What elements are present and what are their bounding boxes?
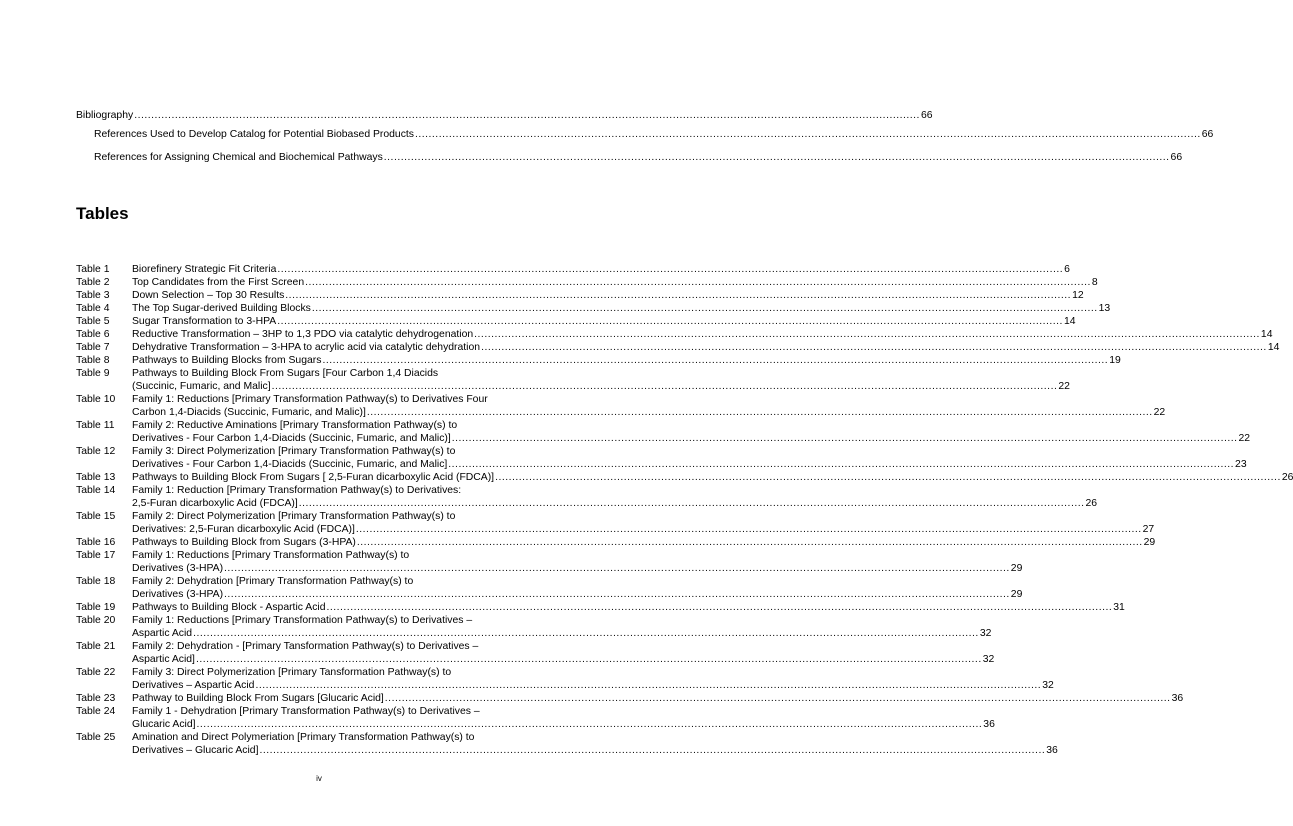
table-page-number: 29	[1010, 563, 1023, 574]
table-title-last-line	[132, 692, 1183, 705]
dot-leader	[452, 432, 1238, 445]
table-title-line: Derivatives – Glucaric Acid]	[132, 745, 259, 756]
dot-leader	[134, 109, 920, 122]
table-title-line: Dehydrative Transformation – 3-HPA to acrylic acid via catalytic dehydration	[132, 342, 481, 353]
dot-leader	[384, 151, 1170, 164]
dot-leader	[495, 471, 1281, 484]
table-entry	[76, 276, 1098, 289]
table-number: Table 5	[76, 316, 110, 327]
table-title-last-line	[132, 679, 1054, 692]
table-entry	[76, 575, 1023, 601]
table-title-line: Pathways to Building Blocks from Sugars	[132, 355, 322, 366]
table-page-number: 32	[1042, 680, 1054, 691]
table-entry	[76, 289, 1084, 302]
table-entry	[76, 328, 1273, 341]
table-title-line: Carbon 1,4-Diacids (Succinic, Fumaric, and Malic)]	[132, 407, 366, 418]
table-number: Table 21	[76, 641, 116, 652]
table-entry-body	[132, 289, 1084, 302]
table-title-last-line	[132, 354, 1121, 367]
table-title-line: (Succinic, Fumaric, and Malic]	[132, 381, 271, 392]
table-entry	[76, 341, 1280, 354]
table-title-line: Down Selection – Top 30 Results	[132, 290, 285, 301]
table-title-last-line	[132, 380, 1070, 393]
table-title-line: Aspartic Acid	[132, 628, 193, 639]
table-title-line: Glucaric Acid]	[132, 719, 196, 730]
table-title-line: Sugar Transformation to 3-HPA	[132, 316, 277, 327]
table-page-number: 22	[1153, 407, 1166, 418]
table-entry-body	[132, 471, 1293, 484]
table-title-last-line	[132, 471, 1293, 484]
table-title-line: Derivatives - Four Carbon 1,4-Diacids (Succinic, Fumaric, and Malic]	[132, 459, 448, 470]
table-title-last-line	[132, 406, 1165, 419]
dot-leader	[277, 263, 1063, 276]
table-page-number: 29	[1143, 537, 1156, 548]
table-page-number: 36	[1171, 693, 1184, 704]
table-title-line: Pathways to Building Block from Sugars (3-HPA)	[132, 537, 356, 548]
table-entry-body	[132, 705, 995, 731]
table-title-last-line	[132, 497, 1097, 510]
table-title-line: Derivatives – Aspartic Acid	[132, 680, 255, 691]
table-entry	[76, 731, 1058, 757]
table-entry-body	[132, 601, 1125, 614]
table-number: Table 13	[76, 472, 116, 483]
table-title-last-line	[132, 328, 1272, 341]
table-page-number: 14	[1260, 329, 1273, 340]
table-entry-body	[132, 731, 1058, 757]
toc-entry-page: 66	[1201, 129, 1214, 140]
table-title-line: Family 1: Reduction [Primary Transformation Pathway(s) to Derivatives:	[132, 485, 462, 496]
table-entry	[76, 263, 1070, 276]
table-title-last-line	[132, 315, 1076, 328]
table-number: Table 2	[76, 277, 110, 288]
dot-leader	[305, 276, 1091, 289]
table-title-line: Pathway to Building Block From Sugars [Glucaric Acid]	[132, 693, 384, 704]
table-entry	[76, 367, 1070, 393]
section-heading-tables: Tables	[76, 204, 129, 223]
dot-leader	[285, 289, 1071, 302]
table-number: Table 9	[76, 368, 110, 379]
toc-entry-bibliography	[76, 109, 933, 122]
table-entry	[76, 471, 1293, 484]
table-number: Table 14	[76, 485, 116, 496]
table-entry-body	[132, 302, 1110, 315]
dot-leader	[322, 354, 1108, 367]
table-page-number: 8	[1091, 277, 1098, 288]
table-title-line: Pathways to Building Block - Aspartic Acid	[132, 602, 326, 613]
table-number: Table 19	[76, 602, 116, 613]
table-title-line: Family 3: Direct Polymerization [Primary Transformation Pathway(s) to	[132, 446, 456, 457]
table-number: Table 20	[76, 615, 116, 626]
table-title-last-line	[132, 289, 1084, 302]
table-entry	[76, 666, 1054, 692]
table-entry-body	[132, 666, 1054, 692]
page-number: iv	[316, 774, 322, 783]
table-page-number: 19	[1109, 355, 1121, 366]
table-entry-body	[132, 640, 994, 666]
table-number: Table 8	[76, 355, 110, 366]
table-entry	[76, 601, 1125, 614]
table-title-line: Family 2: Dehydration [Primary Transformation Pathway(s) to	[132, 576, 414, 587]
toc-entry-title: Bibliography	[76, 110, 134, 121]
table-title-line: Family 2: Direct Polymerization [Primary Transformation Pathway(s) to	[132, 511, 456, 522]
table-number: Table 1	[76, 264, 110, 275]
table-title-last-line	[132, 588, 1022, 601]
table-page-number: 14	[1063, 316, 1076, 327]
dot-leader	[367, 406, 1153, 419]
table-page-number: 26	[1281, 472, 1293, 483]
table-title-line: Family 2: Dehydration - [Primary Tansformation Pathway(s) to Derivatives –	[132, 641, 479, 652]
table-title-last-line	[132, 432, 1250, 445]
table-title-line: Top Candidates from the First Screen	[132, 277, 305, 288]
toc-entry-title: References Used to Develop Catalog for Potential Biobased Products	[94, 129, 414, 140]
table-title-last-line	[132, 653, 994, 666]
table-number: Table 16	[76, 537, 116, 548]
table-page-number: 29	[1010, 589, 1023, 600]
table-entry	[76, 419, 1251, 445]
table-title-line: Biorefinery Strategic Fit Criteria	[132, 264, 277, 275]
table-number: Table 17	[76, 550, 116, 561]
table-title-last-line	[132, 744, 1058, 757]
dot-leader	[357, 536, 1143, 549]
table-page-number: 6	[1064, 264, 1070, 275]
table-entry	[76, 510, 1155, 536]
dot-leader	[193, 627, 979, 640]
table-entry	[76, 445, 1247, 471]
dot-leader	[385, 692, 1171, 705]
table-entry-body	[132, 341, 1279, 354]
table-page-number: 13	[1098, 303, 1111, 314]
dot-leader	[259, 744, 1045, 757]
table-title-line: Family 3: Direct Polymerization [Primary Tansformation Pathway(s) to	[132, 667, 452, 678]
table-title-last-line	[132, 718, 995, 731]
table-entry	[76, 302, 1111, 315]
dot-leader	[326, 601, 1112, 614]
table-number: Table 4	[76, 303, 110, 314]
table-number: Table 11	[76, 420, 115, 431]
table-page-number: 27	[1142, 524, 1155, 535]
table-title-last-line	[132, 627, 991, 640]
table-number: Table 3	[76, 290, 110, 301]
table-entry-body	[132, 536, 1155, 549]
table-title-line: Family 1: Reductions [Primary Transformation Pathway(s) to Derivatives –	[132, 615, 473, 626]
dot-leader	[474, 328, 1260, 341]
table-title-line: Aspartic Acid]	[132, 654, 195, 665]
table-page-number: 14	[1267, 342, 1280, 353]
table-title-last-line	[132, 458, 1247, 471]
toc-entry-page: 66	[1170, 152, 1183, 163]
toc-entry-page: 66	[920, 110, 933, 121]
table-entry	[76, 354, 1121, 367]
table-page-number: 32	[982, 654, 995, 665]
table-entry-body	[132, 263, 1070, 276]
table-entry	[76, 640, 995, 666]
dot-leader	[255, 679, 1041, 692]
table-page-number: 23	[1235, 459, 1247, 470]
table-number: Table 22	[76, 667, 116, 678]
table-number: Table 25	[76, 732, 116, 743]
table-title-last-line	[132, 341, 1279, 354]
dot-leader	[277, 315, 1063, 328]
table-page-number: 22	[1238, 433, 1251, 444]
table-title-line: Family 2: Reductive Aminations [Primary Transformation Pathway(s) to	[132, 420, 458, 431]
toc-entry-references-pathways	[94, 151, 1183, 164]
table-title-last-line	[132, 601, 1125, 614]
table-number: Table 10	[76, 394, 116, 405]
table-entry-body	[132, 276, 1098, 289]
table-entry-body	[132, 575, 1022, 601]
dot-leader	[196, 653, 982, 666]
table-page-number: 31	[1113, 602, 1125, 613]
dot-leader	[224, 588, 1010, 601]
table-page-number: 12	[1072, 290, 1084, 301]
table-entry-body	[132, 445, 1247, 471]
table-title-last-line	[132, 562, 1022, 575]
table-number: Table 23	[76, 693, 116, 704]
table-entry-body	[132, 328, 1272, 341]
table-title-line: Family 1: Reductions [Primary Transformation Pathway(s) to	[132, 550, 410, 561]
table-entry-body	[132, 315, 1076, 328]
table-entry-body	[132, 354, 1121, 367]
table-entry	[76, 315, 1076, 328]
dot-leader	[415, 128, 1201, 141]
table-number: Table 15	[76, 511, 116, 522]
toc-entry-title: References for Assigning Chemical and Biochemical Pathways	[94, 152, 383, 163]
table-entry-body	[132, 549, 1022, 575]
table-title-last-line	[132, 276, 1098, 289]
dot-leader	[299, 497, 1085, 510]
table-page-number: 36	[1046, 745, 1058, 756]
table-title-line: Pathways to Building Block From Sugars [Four Carbon 1,4 Diacids	[132, 368, 439, 379]
table-entry	[76, 705, 995, 731]
table-entry-body	[132, 692, 1183, 705]
table-title-line: Reductive Transformation – 3HP to 1,3 PDO via catalytic dehydrogenation	[132, 329, 474, 340]
table-entry	[76, 484, 1098, 510]
table-entry-body	[132, 419, 1250, 445]
table-page-number: 32	[979, 628, 992, 639]
toc-entry-references-catalog	[94, 128, 1214, 141]
table-title-line: The Top Sugar-derived Building Blocks	[132, 303, 311, 314]
table-page-number: 22	[1058, 381, 1070, 392]
dot-leader	[356, 523, 1142, 536]
table-page-number: 36	[983, 719, 995, 730]
table-entry	[76, 536, 1156, 549]
list-of-tables	[76, 263, 1293, 757]
table-title-line: Family 1: Reductions [Primary Transformation Pathway(s) to Derivatives Four	[132, 394, 488, 405]
table-entry-body	[132, 393, 1165, 419]
table-entry-body	[132, 614, 991, 640]
table-title-line: Amination and Direct Polymeriation [Primary Transformation Pathway(s) to	[132, 732, 475, 743]
table-title-last-line	[132, 536, 1155, 549]
table-entry	[76, 393, 1166, 419]
dot-leader	[312, 302, 1098, 315]
table-entry	[76, 692, 1184, 705]
table-entry	[76, 549, 1023, 575]
table-number: Table 6	[76, 329, 110, 340]
table-entry-body	[132, 367, 1070, 393]
table-number: Table 12	[76, 446, 116, 457]
table-title-line: Derivatives (3-HPA)	[132, 589, 224, 600]
table-title-last-line	[132, 263, 1070, 276]
dot-leader	[481, 341, 1267, 354]
table-title-line: Derivatives: 2,5-Furan dicarboxylic Acid (FDCA)]	[132, 524, 355, 535]
table-number: Table 24	[76, 706, 116, 717]
dot-leader	[197, 718, 983, 731]
table-entry	[76, 614, 992, 640]
table-title-last-line	[132, 302, 1110, 315]
table-number: Table 18	[76, 576, 116, 587]
table-entry-body	[132, 510, 1154, 536]
table-entry-body	[132, 484, 1097, 510]
dot-leader	[272, 380, 1058, 393]
table-title-line: Derivatives (3-HPA)	[132, 563, 224, 574]
table-page-number: 26	[1085, 498, 1098, 509]
table-number: Table 7	[76, 342, 110, 353]
table-title-line: 2,5-Furan dicarboxylic Acid (FDCA)]	[132, 498, 298, 509]
table-title-last-line	[132, 523, 1154, 536]
dot-leader	[224, 562, 1010, 575]
dot-leader	[448, 458, 1234, 471]
table-title-line: Pathways to Building Block From Sugars [ 2,5-Furan dicarboxylic Acid (FDCA)]	[132, 472, 495, 483]
table-title-line: Derivatives - Four Carbon 1,4-Diacids (Succinic, Fumaric, and Malic)]	[132, 433, 451, 444]
table-title-line: Family 1 - Dehydration [Primary Transformation Pathway(s) to Derivatives –	[132, 706, 480, 717]
